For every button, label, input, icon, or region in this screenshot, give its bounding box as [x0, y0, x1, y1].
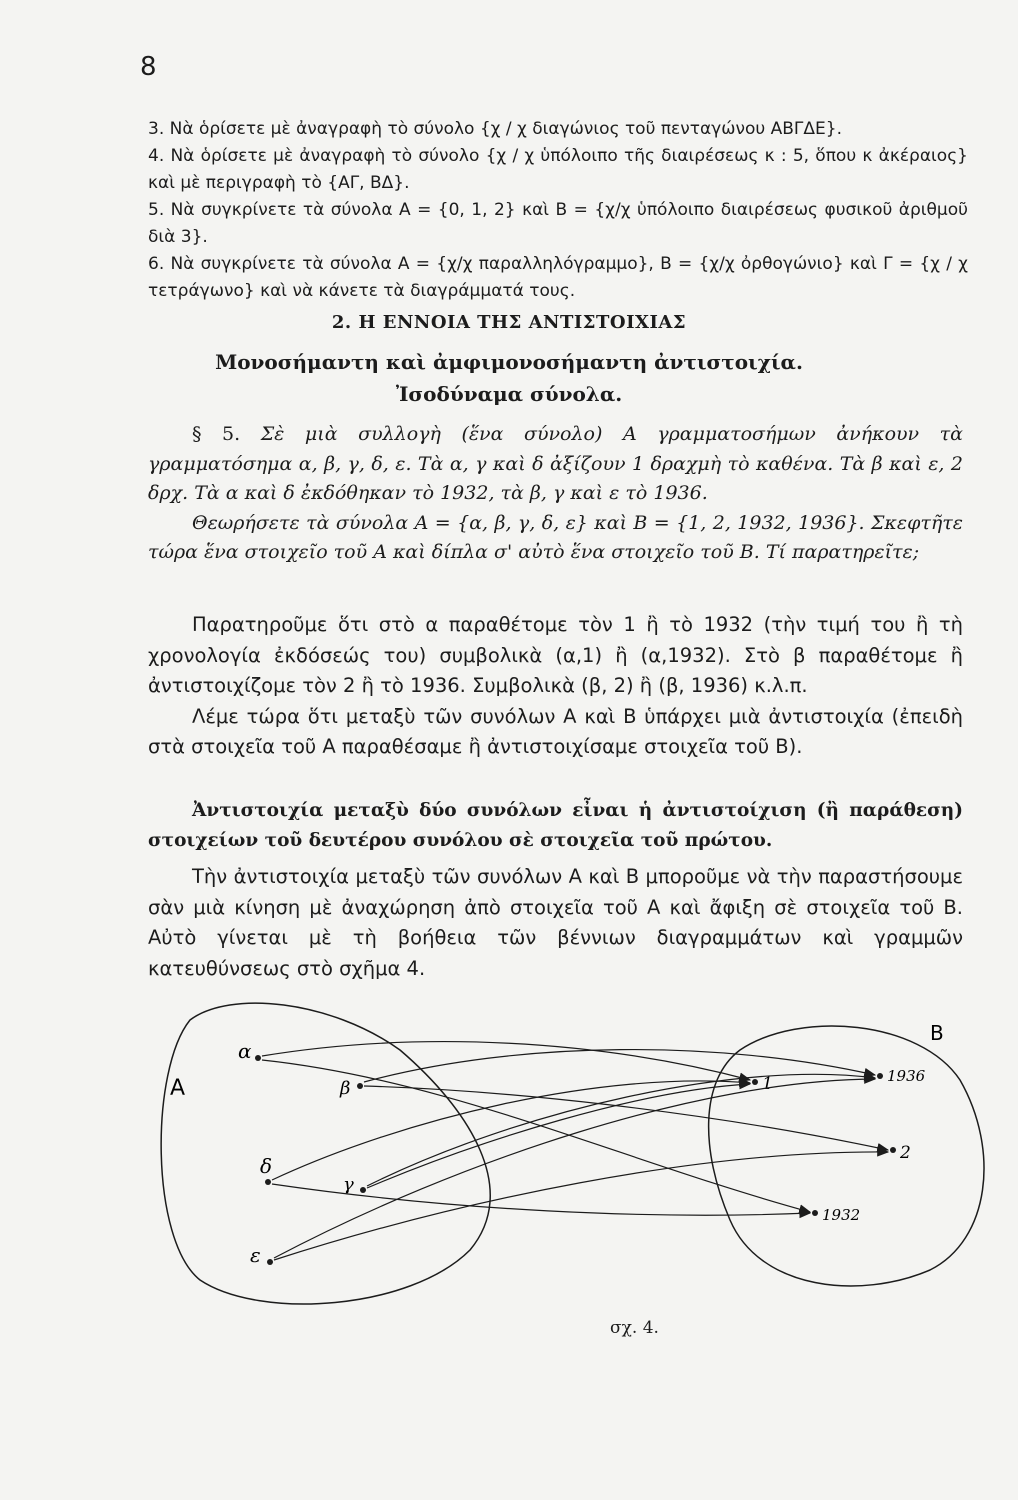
main-text: [148, 610, 963, 763]
label-1: 1: [762, 1074, 773, 1094]
arrow-delta-1: [272, 1081, 750, 1180]
paragraph-sign: § 5.: [192, 423, 241, 445]
label-beta: β: [340, 1078, 351, 1099]
figure-caption: σχ. 4.: [610, 1318, 659, 1338]
main-paragraph-2: Λέμε τώρα ὅτι μεταξὺ τῶν συνόλων Α καὶ Β ὑπάρχει μιὰ ἀντιστοιχία (ἐπειδὴ στὰ στοιχεῖα τοῦ Α παραθέσαμε ἢ ἀντιστοιχίσαμε στοιχεῖα τοῦ Β).: [148, 704, 963, 758]
exercise-6: 6. Νὰ συγκρίνετε τὰ σύνολα Α = {χ/χ παραλληλόγραμμο}, Β = {χ/χ ὀρθογώνιο} καὶ Γ = {χ / χ τετράγωνο} καὶ νὰ κάνετε τὰ διαγράμματά τους.: [148, 254, 968, 301]
definition: [148, 796, 963, 856]
set-b-boundary: [709, 1026, 984, 1286]
label-epsilon: ε: [250, 1243, 261, 1267]
set-a-boundary: [161, 1003, 490, 1304]
section-title: 2. Η ΕΝΝΟΙΑ ΤΗΣ ΑΝΤΙΣΤΟΙΧΙΑΣ: [331, 312, 687, 333]
exercise-3: 3. Νὰ ὁρίσετε μὲ ἀναγραφὴ τὸ σύνολο {χ / χ διαγώνιος τοῦ πενταγώνου ΑΒΓΔΕ}.: [148, 119, 842, 139]
arrow-epsilon-1936: [274, 1079, 875, 1258]
point-epsilon: [267, 1259, 273, 1265]
label-1936: 1936: [887, 1067, 926, 1085]
label-delta: δ: [260, 1154, 273, 1178]
point-1936: [877, 1073, 883, 1079]
point-delta: [265, 1179, 271, 1185]
label-alpha: α: [238, 1039, 252, 1063]
point-gamma: [360, 1187, 366, 1193]
page-number: 8: [140, 52, 157, 82]
set-b-label: Β: [930, 1021, 944, 1045]
label-2: 2: [900, 1143, 911, 1163]
point-1: [752, 1079, 758, 1085]
arrow-alpha-1932: [262, 1060, 810, 1212]
section-subtitle: Μονοσήμαντη καὶ ἀμφιμονοσήμαντη ἀντιστοιχία.: [215, 350, 803, 374]
definition-text: Ἀντιστοιχία μεταξὺ δύο συνόλων εἶναι ἡ ἀντιστοίχιση (ἢ παράθεση) στοιχείων τοῦ δευτέρου συνόλου σὲ στοιχεῖα τοῦ πρώτου.: [148, 800, 963, 851]
arrow-gamma-1936: [367, 1074, 875, 1186]
exercise-4: 4. Νὰ ὁρίσετε μὲ ἀναγραφὴ τὸ σύνολο {χ / χ ὑπόλοιπο τῆς διαιρέσεως κ : 5, ὅπου κ ἀκέραιος} καὶ μὲ περιγραφὴ τὸ {ΑΓ, ΒΔ}.: [148, 146, 968, 193]
exercise-list: [148, 116, 968, 305]
intro-paragraph-1: Σὲ μιὰ συλλογὴ (ἕνα σύνολο) Α γραμματοσήμων ἀνήκουν τὰ γραμματόσημα α, β, γ, δ, ε. Τὰ α, γ καὶ δ ἀξίζουν 1 δραχμὴ τὸ καθένα. Τὰ β καὶ ε, 2 δρχ. Τὰ α καὶ δ ἐκδόθηκαν τὸ 1932, τὰ β, γ καὶ ε τὸ 1936.: [148, 423, 964, 504]
arrow-beta-1936: [364, 1050, 875, 1082]
intro-paragraph-2: Θεωρήσετε τὰ σύνολα Α = {α, β, γ, δ, ε} καὶ Β = {1, 2, 1932, 1936}. Σκεφτῆτε τώρα ἕνα στοιχεῖο τοῦ Α καὶ δίπλα σ' αὐτὸ ἕνα στοιχεῖο τοῦ Β. Τί παρατηρεῖτε;: [148, 511, 963, 563]
label-gamma: γ: [343, 1174, 354, 1195]
point-alpha: [255, 1055, 261, 1061]
arrow-beta-2: [364, 1086, 888, 1150]
point-1932: [812, 1210, 818, 1216]
section-subtitle-2: Ἰσοδύναμα σύνολα.: [395, 382, 623, 406]
label-1932: 1932: [822, 1206, 861, 1224]
arrow-alpha-1: [262, 1042, 750, 1080]
arrow-gamma-1: [367, 1084, 750, 1188]
point-beta: [357, 1083, 363, 1089]
main-paragraph-1: Παρατηροῦμε ὅτι στὸ α παραθέτομε τὸν 1 ἢ τὸ 1932 (τὴν τιμή του ἢ τὴ χρονολογία ἐκδόσεώς του) συμβολικὰ (α,1) ἢ (α,1932). Στὸ β παραθέτομε ἢ ἀντιστοιχίζομε τὸν 2 ἢ τὸ 1936. Συμβολικὰ (β, 2) ἢ (β, 1936) κ.λ.π.: [148, 613, 963, 697]
intro-text: [148, 420, 963, 568]
point-2: [890, 1147, 896, 1153]
arrow-epsilon-2: [274, 1152, 888, 1260]
arrow-delta-1932: [272, 1184, 810, 1215]
set-a-label: Α: [170, 1076, 186, 1101]
main-text-2: [148, 862, 963, 984]
exercise-5: 5. Νὰ συγκρίνετε τὰ σύνολα Α = {0, 1, 2} καὶ Β = {χ/χ ὑπόλοιπο διαιρέσεως φυσικοῦ ἀριθμοῦ διὰ 3}.: [148, 200, 968, 247]
main-paragraph-3: Τὴν ἀντιστοιχία μεταξὺ τῶν συνόλων Α καὶ Β μποροῦμε νὰ τὴν παραστήσουμε σὰν μιὰ κίνηση μὲ ἀναχώρηση ἀπὸ στοιχεῖα τοῦ Α καὶ ἄφιξη σὲ στοιχεῖα τοῦ Β. Αὐτὸ γίνεται μὲ τὴ βοήθεια τῶν βέννιων διαγραμμάτων καὶ γραμμῶν κατευθύνσεως στὸ σχῆμα 4.: [148, 865, 963, 980]
